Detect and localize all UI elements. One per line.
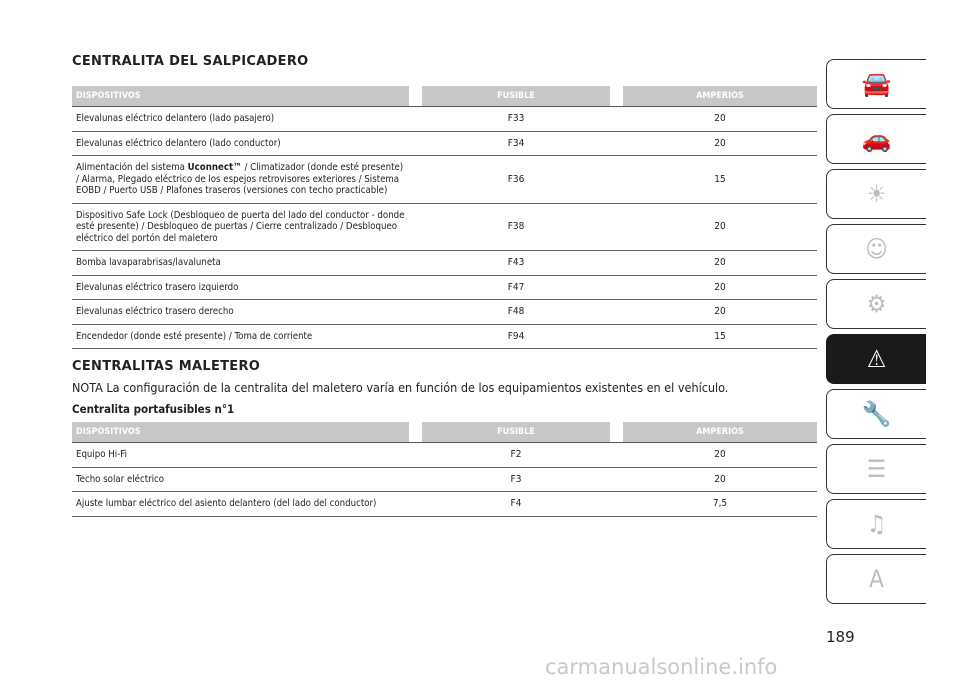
section-title-dashboard: CENTRALITA DEL SALPICADERO	[72, 54, 309, 69]
tab-dashboard-knowledge[interactable]	[826, 59, 926, 109]
header-devices: DISPOSITIVOS	[72, 86, 409, 107]
airbag-icon: ☺	[865, 235, 888, 263]
fuse-cell: F47	[422, 275, 610, 300]
tab-maintenance[interactable]	[826, 389, 926, 439]
fuse-cell: F43	[422, 251, 610, 276]
device-cell: Elevalunas eléctrico trasero izquierdo	[72, 275, 409, 300]
fuse-cell: F48	[422, 300, 610, 325]
fuse-cell: F34	[422, 131, 610, 156]
amps-cell: 7,5	[623, 492, 817, 517]
table-row	[72, 492, 817, 517]
header-devices: DISPOSITIVOS	[72, 422, 409, 443]
amps-cell: 20	[623, 467, 817, 492]
table-row	[72, 324, 817, 349]
tab-index[interactable]	[826, 554, 926, 604]
brand-name: Uconnect™	[187, 162, 242, 173]
amps-cell: 15	[623, 156, 817, 204]
device-cell: Elevalunas eléctrico delantero (lado conductor)	[72, 131, 409, 156]
amps-cell: 20	[623, 107, 817, 132]
table-row	[72, 131, 817, 156]
header-fuse: FUSIBLE	[422, 86, 610, 107]
table-row	[72, 156, 817, 204]
car-info-icon: 🚗	[861, 125, 892, 153]
table-row	[72, 300, 817, 325]
car-search-icon: 🚘	[861, 70, 892, 98]
fuse-cell: F36	[422, 156, 610, 204]
device-cell: Encendedor (donde esté presente) / Toma de corriente	[72, 324, 409, 349]
table-row	[72, 107, 817, 132]
section-title-trunk: CENTRALITAS MALETERO	[72, 359, 261, 374]
tab-multimedia[interactable]	[826, 499, 926, 549]
fuse-cell: F94	[422, 324, 610, 349]
table-row	[72, 251, 817, 276]
header-amps: AMPERIOS	[623, 86, 817, 107]
table-row	[72, 443, 817, 468]
fuse-table-dashboard	[72, 86, 817, 349]
device-cell: Elevalunas eléctrico trasero derecho	[72, 300, 409, 325]
amps-cell: 20	[623, 131, 817, 156]
page-number: 189	[826, 628, 855, 646]
note-text: NOTA La configuración de la centralita del maletero varía en función de los equipamientos existentes en el vehículo.	[72, 380, 729, 395]
device-cell: Equipo Hi-Fi	[72, 443, 409, 468]
fuse-cell: F38	[422, 203, 610, 251]
music-signal-icon: ♫	[866, 510, 887, 538]
steering-wheel-icon: ⚙	[866, 290, 887, 318]
fuse-cell: F3	[422, 467, 610, 492]
device-cell: Techo solar eléctrico	[72, 467, 409, 492]
amps-cell: 20	[623, 300, 817, 325]
fuse-cell: F4	[422, 492, 610, 517]
list-gear-icon: ☰	[866, 455, 887, 483]
device-cell: Elevalunas eléctrico delantero (lado pasajero)	[72, 107, 409, 132]
watermark: carmanualsonline.info	[545, 655, 778, 679]
header-amps: AMPERIOS	[623, 422, 817, 443]
device-cell: Ajuste lumbar eléctrico del asiento delantero (del lado del conductor)	[72, 492, 409, 517]
device-cell: Dispositivo Safe Lock (Desbloqueo de puerta del lado del conductor - donde esté presente) / Desbloqueo de puertas / Cierre centralizado / Desbloqueo eléctrico del portón del maletero	[72, 203, 409, 251]
device-cell: Alimentación del sistema Uconnect™ / Climatizador (donde esté presente) / Alarma, Plegado eléctrico de los espejos retrovisores exteriores / Sistema EOBD / Puerto USB / Plafones traseros (versiones con techo practicable)	[72, 156, 409, 204]
amps-cell: 20	[623, 251, 817, 276]
main-content	[72, 54, 817, 517]
chapter-tabs	[826, 59, 928, 609]
amps-cell: 20	[623, 275, 817, 300]
fuse-cell: F33	[422, 107, 610, 132]
tab-safety[interactable]	[826, 224, 926, 274]
car-warning-icon: ⚠	[866, 345, 887, 373]
tab-starting-driving[interactable]	[826, 279, 926, 329]
amps-cell: 20	[623, 203, 817, 251]
device-cell: Bomba lavaparabrisas/lavaluneta	[72, 251, 409, 276]
tab-warning-lights[interactable]	[826, 169, 926, 219]
amps-cell: 20	[623, 443, 817, 468]
table-row	[72, 275, 817, 300]
tab-emergency[interactable]	[826, 334, 926, 384]
light-message-icon: ☀	[866, 180, 887, 208]
alphabet-search-icon: A	[869, 565, 884, 593]
car-wrench-icon: 🔧	[861, 400, 892, 428]
tab-vehicle-info[interactable]	[826, 114, 926, 164]
table-header-row	[72, 86, 817, 107]
table-header-row	[72, 422, 817, 443]
tab-technical-data[interactable]	[826, 444, 926, 494]
fuse-table-trunk	[72, 422, 817, 517]
table-row	[72, 203, 817, 251]
table-row	[72, 467, 817, 492]
subsection-title: Centralita portafusibles n°1	[72, 402, 235, 416]
amps-cell: 15	[623, 324, 817, 349]
fuse-cell: F2	[422, 443, 610, 468]
header-fuse: FUSIBLE	[422, 422, 610, 443]
